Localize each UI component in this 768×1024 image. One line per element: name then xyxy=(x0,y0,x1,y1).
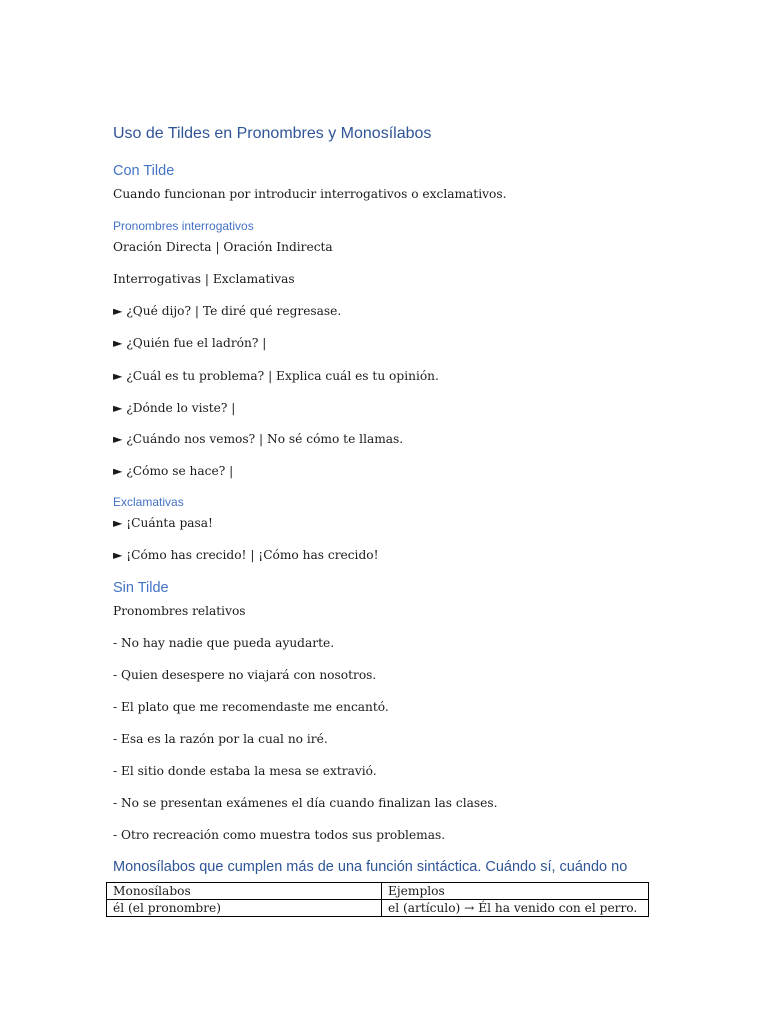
list-item: ► ¿Dónde lo viste? | xyxy=(113,401,236,415)
paragraph-oracion-directa: Oración Directa | Oración Indirecta xyxy=(113,240,333,254)
list-item: - Quien desespere no viajará con nosotros. xyxy=(113,668,377,682)
list-item: ► ¿Qué dijo? | Te diré qué regresase. xyxy=(113,304,342,318)
table-header-cell: Ejemplos xyxy=(382,883,649,900)
monosilabos-table xyxy=(106,882,649,917)
list-item: - Esa es la razón por la cual no iré. xyxy=(113,732,328,746)
list-item: - No hay nadie que pueda ayudarte. xyxy=(113,636,335,650)
heading-pronombres-interrogativos: Pronombres interrogativos xyxy=(113,219,254,233)
table-row xyxy=(107,900,649,917)
table-cell: el (artículo) → Él ha venido con el perro. xyxy=(382,900,649,917)
list-item: - Otro recreación como muestra todos sus problemas. xyxy=(113,828,446,842)
heading-monosilabos: Monosílabos que cumplen más de una función sintáctica. Cuándo sí, cuándo no xyxy=(113,859,628,875)
heading-exclamativas: Exclamativas xyxy=(113,495,184,509)
heading-con-tilde: Con Tilde xyxy=(113,163,175,179)
table-cell: él (el pronombre) xyxy=(107,900,382,917)
table-header-row xyxy=(107,883,649,900)
table-header-cell: Monosílabos xyxy=(107,883,382,900)
paragraph-pronombres-relativos: Pronombres relativos xyxy=(113,604,246,618)
list-item: ► ¿Cómo se hace? | xyxy=(113,464,234,478)
list-item: ► ¡Cuánta pasa! xyxy=(113,516,213,530)
list-item: - No se presentan exámenes el día cuando finalizan las clases. xyxy=(113,796,498,810)
list-item: ► ¿Cuál es tu problema? | Explica cuál es tu opinión. xyxy=(113,369,439,383)
list-item: ► ¿Cuándo nos vemos? | No sé cómo te llamas. xyxy=(113,432,404,446)
list-item: ► ¿Quién fue el ladrón? | xyxy=(113,336,267,350)
document-title: Uso de Tildes en Pronombres y Monosílabos xyxy=(113,125,432,142)
list-item: - El plato que me recomendaste me encantó. xyxy=(113,700,389,714)
list-item: ► ¡Cómo has crecido! | ¡Cómo has crecido! xyxy=(113,548,379,562)
paragraph-interrogativas-exclamativas: Interrogativas | Exclamativas xyxy=(113,272,295,286)
heading-sin-tilde: Sin Tilde xyxy=(113,580,169,596)
list-item: - El sitio donde estaba la mesa se extravió. xyxy=(113,764,377,778)
paragraph-con-tilde-intro: Cuando funcionan por introducir interrogativos o exclamativos. xyxy=(113,187,507,201)
